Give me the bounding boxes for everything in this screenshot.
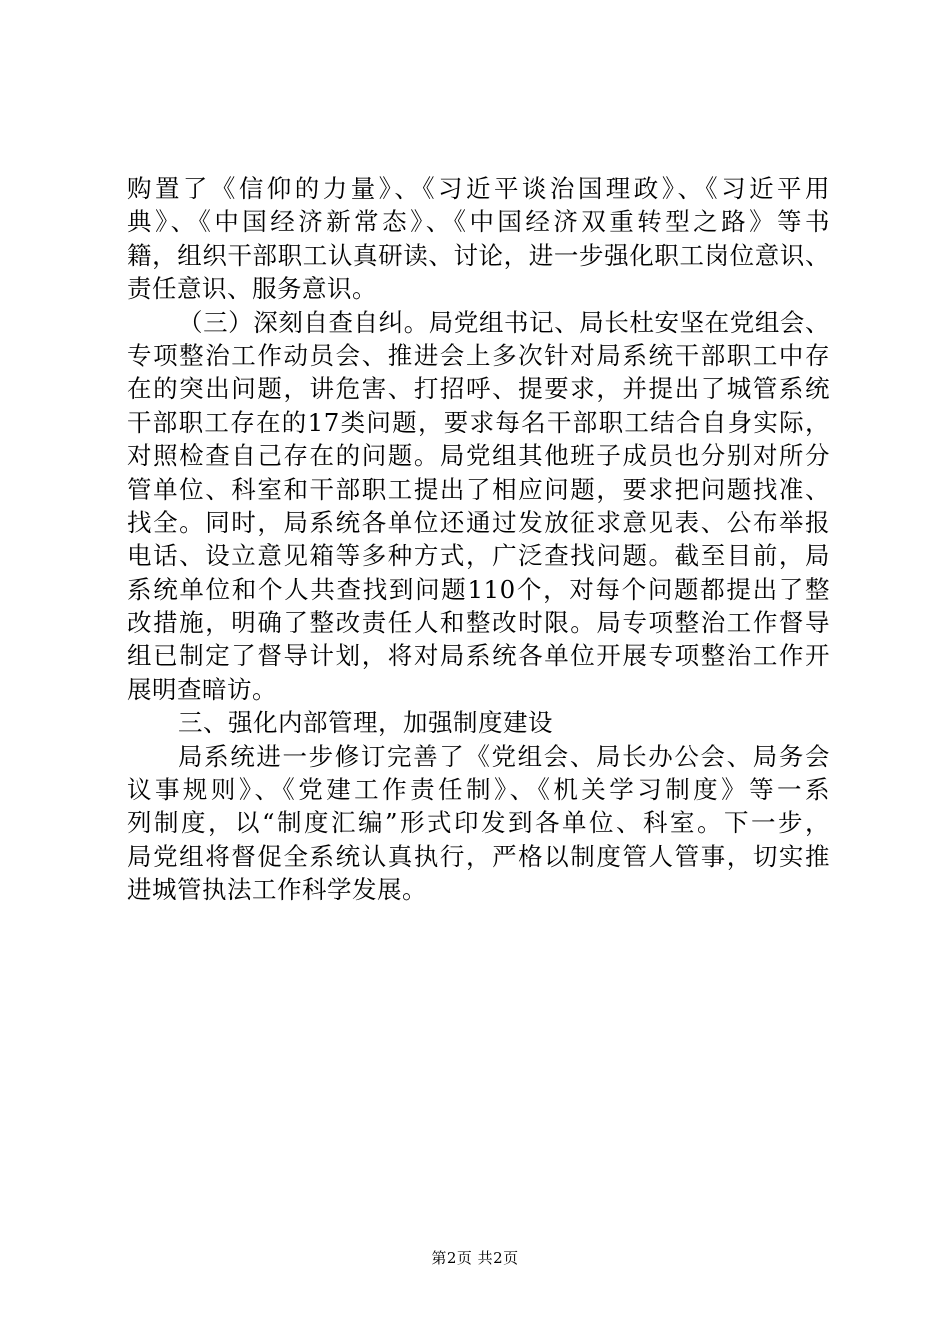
text-line: 电话、设立意见箱等多种方式，广泛查找问题。截至目前，局 xyxy=(127,541,830,571)
text-line: 责任意识、服务意识。 xyxy=(127,274,377,304)
text-line: 进城管执法工作科学发展。 xyxy=(127,875,427,905)
section-heading: 三、强化内部管理，加强制度建设 xyxy=(178,708,553,738)
text-line: 籍，组织干部职工认真研读、讨论，进一步强化职工岗位意识、 xyxy=(127,240,830,270)
text-line: 对照检查自己存在的问题。局党组其他班子成员也分别对所分 xyxy=(127,441,830,471)
text-line: 管单位、科室和干部职工提出了相应问题，要求把问题找准、 xyxy=(127,474,830,504)
text-line: 典》、《中国经济新常态》、《中国经济双重转型之路》等书 xyxy=(127,207,830,237)
text-line: 专项整治工作动员会、推进会上多次针对局系统干部职工中存 xyxy=(127,340,830,370)
text-line: 议事规则》、《党建工作责任制》、《机关学习制度》等一系 xyxy=(127,775,830,805)
text-line: 展明查暗访。 xyxy=(127,674,277,704)
text-line: 局系统进一步修订完善了《党组会、局长办公会、局务会 xyxy=(178,741,830,771)
text-line: （三）深刻自查自纠。局党组书记、局长杜安坚在党组会、 xyxy=(178,307,830,337)
text-line: 购置了《信仰的力量》、《习近平谈治国理政》、《习近平用 xyxy=(127,174,830,203)
page-indicator: 第2页 共2页 xyxy=(431,1249,519,1267)
text-line: 改措施，明确了整改责任人和整改时限。局专项整治工作督导 xyxy=(127,608,830,638)
text-line: 系统单位和个人共查找到问题110个，对每个问题都提出了整 xyxy=(127,574,830,604)
text-line: 列制度，以“制度汇编”形式印发到各单位、科室。下一步， xyxy=(127,808,830,838)
text-line: 在的突出问题，讲危害、打招呼、提要求，并提出了城管系统 xyxy=(127,374,830,404)
document-body xyxy=(127,172,830,907)
page-footer xyxy=(0,1248,950,1268)
text-line: 找全。同时，局系统各单位还通过发放征求意见表、公布举报 xyxy=(127,507,830,537)
text-line: 干部职工存在的17类问题，要求每名干部职工结合自身实际， xyxy=(127,407,830,437)
text-line: 组已制定了督导计划，将对局系统各单位开展专项整治工作开 xyxy=(127,641,830,671)
text-line: 局党组将督促全系统认真执行，严格以制度管人管事，切实推 xyxy=(127,841,830,871)
